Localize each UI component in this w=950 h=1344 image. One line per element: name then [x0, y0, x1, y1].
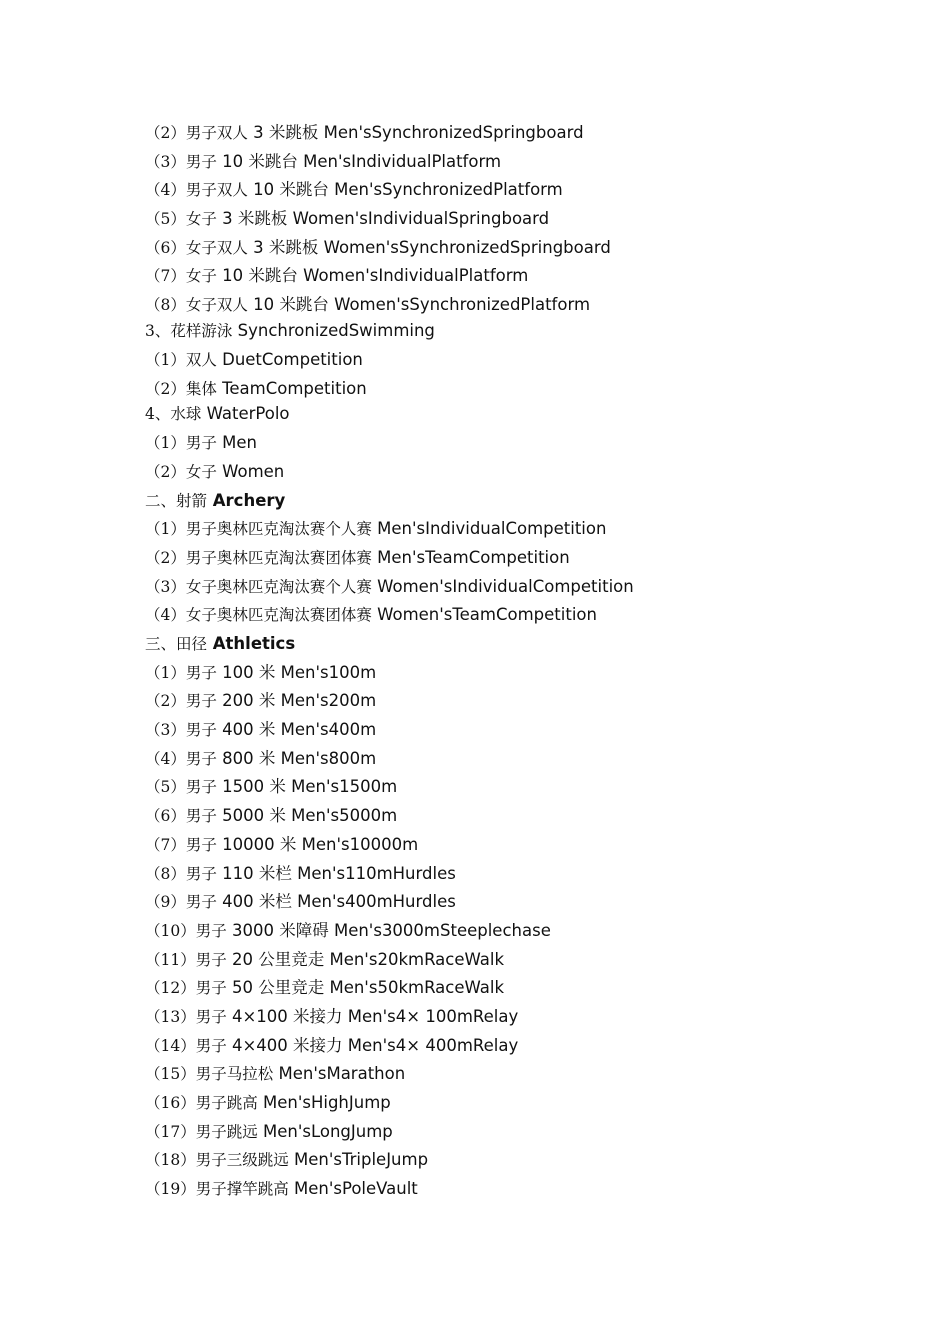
list-item — [145, 1060, 905, 1089]
line-label-cn: （7）女子 — [145, 267, 217, 286]
line-label-cn: （4）男子双人 — [145, 181, 248, 200]
list-item — [145, 148, 905, 177]
line-label-cn: （12）男子 — [145, 979, 227, 998]
list-item — [145, 573, 905, 602]
list-item — [145, 176, 905, 205]
line-label-text: 100 米 Men's100m — [216, 662, 377, 682]
list-item — [145, 515, 905, 544]
line-label-cn: （7）男子 — [145, 835, 217, 854]
line-label-text: Men'sLongJump — [257, 1121, 393, 1141]
line-label-cn: （2）男子奥林匹克淘汰赛团体赛 — [145, 548, 372, 567]
list-item — [145, 346, 905, 375]
line-label-cn: （9）男子 — [145, 893, 217, 912]
line-label-cn: （11）男子 — [145, 950, 227, 969]
line-label-text: 3 米跳板 Women'sSynchronizedSpringboard — [247, 237, 611, 257]
list-item — [145, 773, 905, 802]
line-label-cn: （2）男子双人 — [145, 124, 248, 142]
list-item — [145, 1032, 905, 1061]
line-label-cn: （1）男子 — [145, 663, 217, 682]
line-label-cn: 3、花样游泳 — [145, 321, 233, 340]
line-label-text: Men'sPoleVault — [288, 1179, 418, 1199]
line-label-cn: （3）男子 — [145, 721, 217, 740]
line-label-cn: （6）男子 — [145, 807, 217, 826]
list-item — [145, 659, 905, 688]
line-label-cn: （14）男子 — [145, 1036, 227, 1055]
line-label-text: 20 公里竞走 Men's20kmRaceWalk — [226, 949, 505, 969]
line-label-text: DuetCompetition — [216, 349, 363, 369]
line-label-text: Women'sTeamCompetition — [371, 605, 597, 625]
line-label-text: 400 米栏 Men's400mHurdles — [216, 892, 456, 912]
list-item — [145, 1003, 905, 1032]
line-label-text: Athletics — [207, 634, 296, 653]
list-item — [145, 1146, 905, 1175]
line-label-cn: 4、水球 — [145, 405, 202, 424]
line-label-text: Archery — [207, 490, 286, 510]
list-item — [145, 291, 905, 320]
list-item — [145, 544, 905, 573]
line-label-cn: （18）男子三级跳远 — [145, 1151, 289, 1170]
line-label-cn: （13）男子 — [145, 1007, 227, 1026]
list-item — [145, 745, 905, 774]
line-label-text: Men — [216, 433, 257, 453]
line-label-text: Men'sHighJump — [257, 1093, 391, 1112]
list-item — [145, 974, 905, 1003]
line-label-cn: （17）男子跳远 — [145, 1122, 258, 1141]
line-label-text: Men'sIndividualCompetition — [371, 519, 607, 539]
list-item — [145, 375, 905, 404]
line-label-text: Women'sIndividualCompetition — [371, 576, 634, 596]
list-item — [145, 458, 905, 487]
list-item — [145, 802, 905, 831]
line-label-text: 10000 米 Men's10000m — [216, 834, 419, 854]
list-item — [145, 1118, 905, 1147]
line-label-cn: 二、射箭 — [145, 491, 208, 510]
list-item — [145, 234, 905, 263]
line-label-cn: （4）女子奥林匹克淘汰赛团体赛 — [145, 606, 372, 625]
line-label-cn: （10）男子 — [145, 921, 227, 940]
line-label-cn: （5）女子 — [145, 210, 217, 229]
line-label-text: 50 公里竞走 Men's50kmRaceWalk — [226, 978, 505, 998]
line-label-text: 200 米 Men's200m — [216, 691, 377, 711]
list-item — [145, 1089, 905, 1118]
line-label-text: 10 米跳台 Women'sSynchronizedPlatform — [247, 295, 591, 315]
list-item — [145, 205, 905, 234]
line-label-cn: （3）女子奥林匹克淘汰赛个人赛 — [145, 577, 372, 596]
line-label-text: 3000 米障碍 Men's3000mSteeplechase — [226, 920, 551, 940]
list-item — [145, 630, 905, 659]
section-heading — [145, 403, 905, 429]
list-item — [145, 119, 905, 148]
line-label-cn: （2）女子 — [145, 462, 217, 481]
list-item — [145, 917, 905, 946]
line-label-cn: （16）男子跳高 — [145, 1094, 258, 1112]
line-label-text: 400 米 Men's400m — [216, 720, 377, 740]
line-label-cn: （1）男子奥林匹克淘汰赛个人赛 — [145, 520, 372, 539]
list-item — [145, 831, 905, 860]
list-item — [145, 487, 905, 516]
line-label-text: WaterPolo — [201, 404, 290, 424]
line-label-cn: （2）集体 — [145, 379, 217, 398]
line-label-text: 4×100 米接力 Men's4× 100mRelay — [226, 1006, 519, 1026]
line-label-cn: （6）女子双人 — [145, 238, 248, 257]
line-label-cn: （19）男子撑竿跳高 — [145, 1180, 289, 1199]
line-label-cn: （2）男子 — [145, 692, 217, 711]
list-item — [145, 687, 905, 716]
document-page — [145, 119, 905, 1204]
list-item — [145, 860, 905, 889]
list-item — [145, 888, 905, 917]
section-heading — [145, 320, 905, 346]
line-label-cn: 三、田径 — [145, 635, 208, 653]
line-label-text: Men'sMarathon — [273, 1064, 406, 1084]
line-label-text: SynchronizedSwimming — [232, 320, 435, 340]
list-item — [145, 262, 905, 291]
line-label-cn: （1）男子 — [145, 434, 217, 453]
line-label-text: Women — [216, 461, 285, 481]
line-label-cn: （4）男子 — [145, 749, 217, 768]
line-label-cn: （8）男子 — [145, 864, 217, 883]
list-item — [145, 1175, 905, 1204]
line-label-cn: （15）男子马拉松 — [145, 1065, 274, 1084]
line-label-cn: （1）双人 — [145, 350, 217, 369]
line-label-text: 4×400 米接力 Men's4× 400mRelay — [226, 1035, 519, 1055]
line-label-cn: （8）女子双人 — [145, 296, 248, 315]
line-label-cn: （5）男子 — [145, 778, 217, 797]
line-label-text: 10 米跳台 Men'sSynchronizedPlatform — [247, 180, 563, 200]
line-label-text: 800 米 Men's800m — [216, 748, 377, 768]
line-label-text: Men'sTeamCompetition — [371, 547, 570, 567]
line-label-text: Men'sTripleJump — [288, 1150, 429, 1170]
line-label-cn: （3）男子 — [145, 152, 217, 171]
list-item — [145, 946, 905, 975]
list-item — [145, 429, 905, 458]
line-label-text: 3 米跳板 Women'sIndividualSpringboard — [216, 209, 550, 229]
list-item — [145, 716, 905, 745]
line-label-text: 10 米跳台 Men'sIndividualPlatform — [216, 151, 502, 171]
line-label-text: 10 米跳台 Women'sIndividualPlatform — [216, 266, 529, 286]
line-label-text: 5000 米 Men's5000m — [216, 806, 398, 826]
list-item — [145, 601, 905, 630]
line-label-text: 3 米跳板 Men'sSynchronizedSpringboard — [247, 123, 584, 142]
line-label-text: 110 米栏 Men's110mHurdles — [216, 863, 456, 883]
line-label-text: 1500 米 Men's1500m — [216, 777, 398, 797]
line-label-text: TeamCompetition — [216, 378, 367, 398]
